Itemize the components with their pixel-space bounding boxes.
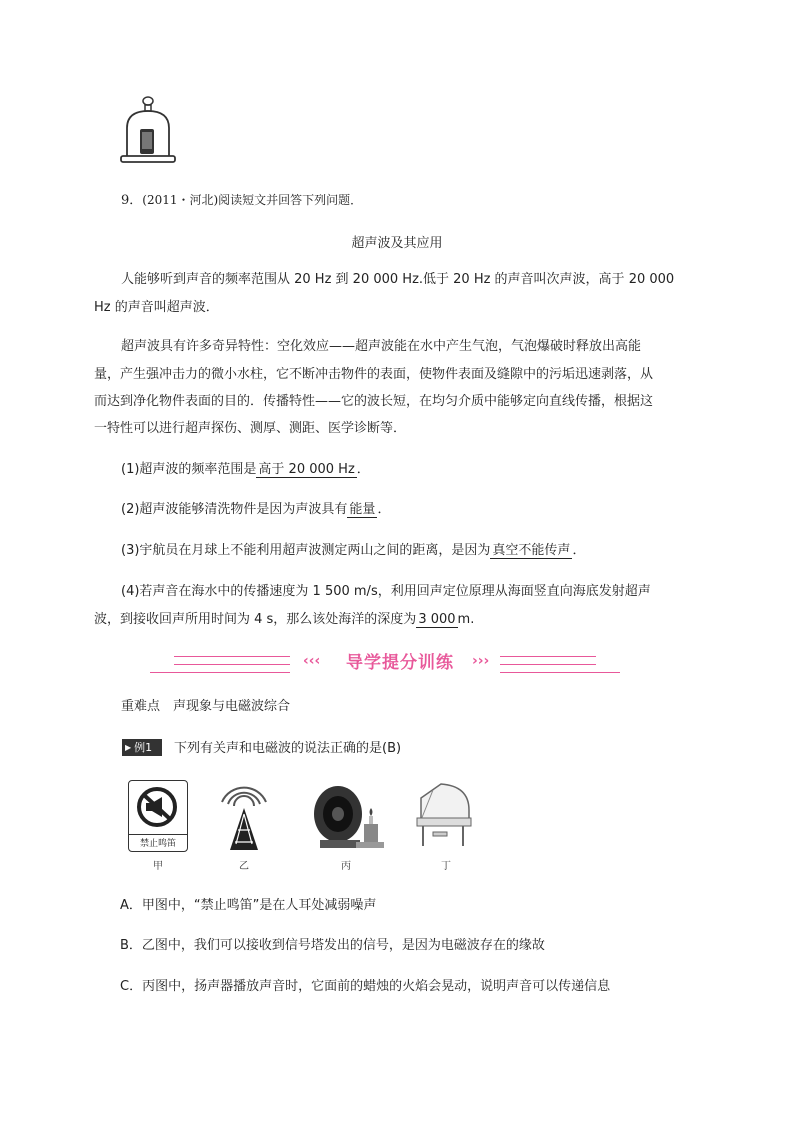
sub-question-1-text: (1)超声波的频率范围是: [121, 462, 257, 477]
sub-question-2-answer: 能量: [349, 502, 376, 517]
option-a: A．甲图中，“禁止鸣笛”是在人耳处减弱噪声: [120, 898, 377, 913]
no-horn-icon: [129, 783, 186, 835]
sub-question-3: [121, 541, 585, 561]
signal-tower-figure: [216, 780, 272, 852]
play-triangle-icon: ▶: [125, 743, 132, 752]
sub-question-1-suffix: ．: [356, 462, 370, 477]
sub-question-2: [121, 500, 390, 520]
bell-jar-phone-figure: [118, 94, 178, 166]
banner-left-chevrons-icon: ‹‹‹: [303, 653, 321, 669]
sub-question-4-line-2: [94, 610, 474, 630]
section-title: 重难点 声现象与电磁波综合: [121, 699, 291, 714]
example-question: 下列有关声和电磁波的说法正确的是(B): [174, 741, 402, 756]
sub-question-2-text: (2)超声波能够清洗物件是因为声波具有: [121, 502, 348, 517]
banner-right-chevrons-icon: ›››: [472, 653, 490, 669]
paragraph-2-line-1: 超声波具有许多奇异特性：空化效应——超声波能在水中产生气泡，气泡爆破时释放出高能: [121, 339, 642, 354]
sub-question-1-answer: 高于 20 000 Hz: [258, 462, 355, 477]
figure-caption-bing: 丙: [341, 861, 351, 872]
example-badge: [122, 739, 162, 756]
paragraph-2-line-2: 量，产生强冲击力的微小水柱，它不断冲击物件的表面，使物件表面及缝隙中的污垢迅速剥落，从: [94, 367, 654, 382]
sub-question-4-text: 波，到接收回声所用时间为 4 s，那么该处海洋的深度为: [94, 612, 417, 627]
question-source: (2011・河北)阅读短文并回答下列问题．: [142, 193, 363, 207]
question-number: 9．: [121, 193, 143, 208]
piano-figure: [413, 780, 475, 852]
no-horn-sign-figure: [128, 780, 188, 852]
sub-question-3-text: (3)宇航员在月球上不能利用超声波测定两山之间的距离，是因为: [121, 543, 491, 558]
speaker-candle-figure: [306, 780, 386, 852]
paragraph-1-line-1: 人能够听到声音的频率范围从 20 Hz 到 20 000 Hz.低于 20 Hz 的声音叫次声波，高于 20 000: [121, 272, 675, 287]
sub-question-1: [121, 460, 370, 480]
option-c: C．丙图中，扬声器播放声音时，它面前的蜡烛的火焰会晃动，说明声音可以传递信息: [120, 979, 611, 994]
sub-question-3-suffix: ．: [572, 543, 586, 558]
sub-question-4-line-1: (4)若声音在海水中的传播速度为 1 500 m/s，利用回声定位原理从海面竖直向海底发射超声: [121, 584, 651, 599]
sub-question-4-answer: 3 000: [418, 612, 456, 627]
question-9-header: [121, 190, 362, 211]
paragraph-2-line-3: 而达到净化物件表面的目的．传播特性——它的波长短，在均匀介质中能够定向直线传播，根据这: [94, 394, 654, 409]
figure-caption-yi: 乙: [239, 861, 249, 872]
option-b: B．乙图中，我们可以接收到信号塔发出的信号，是因为电磁波存在的缘故: [120, 938, 545, 953]
sub-question-2-suffix: ．: [377, 502, 391, 517]
paragraph-2-line-4: 一特性可以进行超声探伤、测厚、测距、医学诊断等．: [94, 421, 407, 436]
sub-question-3-answer: 真空不能传声: [492, 543, 571, 558]
figure-caption-jia: 甲: [153, 861, 163, 872]
sub-question-4-suffix: m.: [457, 612, 475, 627]
article-title: 超声波及其应用: [351, 236, 443, 251]
paragraph-1-line-2: Hz 的声音叫超声波．: [94, 300, 219, 315]
figure-caption-ding: 丁: [441, 861, 451, 872]
sign-text: 禁止鸣笛: [129, 834, 187, 849]
banner-title: 导学提分训练: [346, 653, 454, 673]
example-badge-label: 例1: [134, 741, 153, 754]
